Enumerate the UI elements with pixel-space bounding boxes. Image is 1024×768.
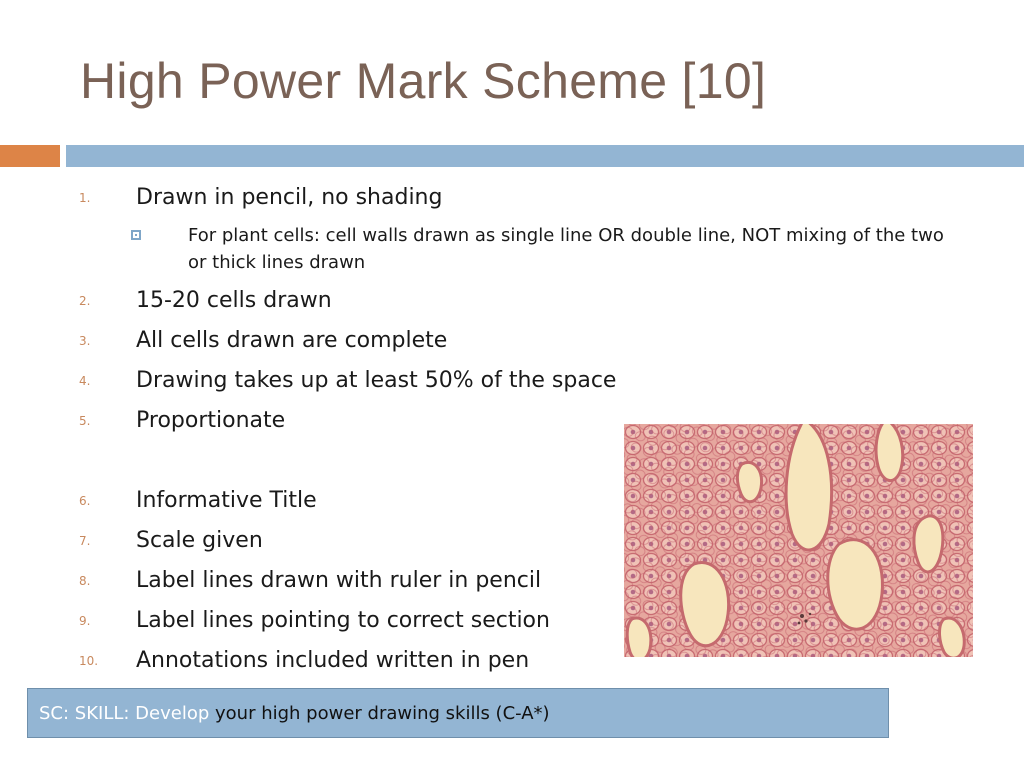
list-item xyxy=(79,608,639,638)
banner-text xyxy=(39,703,550,724)
list-text: Annotations included written in pen xyxy=(136,648,530,673)
list-number: 8. xyxy=(79,574,91,588)
list-number: 10. xyxy=(79,654,99,668)
list-text: Scale given xyxy=(136,528,263,553)
list-item xyxy=(79,368,639,398)
list-item xyxy=(79,488,639,518)
square-bullet-icon xyxy=(131,230,141,240)
list-item xyxy=(79,528,639,558)
list-number: 3. xyxy=(79,334,91,348)
list-number: 9. xyxy=(79,614,91,628)
list-number: 4. xyxy=(79,374,91,388)
list-number: 1. xyxy=(79,191,91,205)
list-item xyxy=(79,185,639,215)
list-number: 5. xyxy=(79,414,91,428)
list-text: Proportionate xyxy=(136,408,286,433)
sub-bullet-text: For plant cells: cell walls drawn as single line OR double line, NOT mixing of the two or thick lines drawn xyxy=(188,225,944,273)
success-criteria-banner xyxy=(27,688,889,738)
list-text: Drawing takes up at least 50% of the space xyxy=(136,368,617,393)
list-item xyxy=(79,328,639,358)
list-item xyxy=(79,288,639,318)
banner-lead: SC: SKILL: Develop xyxy=(39,703,210,724)
list-text: 15-20 cells drawn xyxy=(136,288,332,313)
list-text: Informative Title xyxy=(136,488,317,513)
list-text: Label lines drawn with ruler in pencil xyxy=(136,568,542,593)
list-text: All cells drawn are complete xyxy=(136,328,448,353)
banner-rest: your high power drawing skills (C-A*) xyxy=(215,703,550,724)
list-number: 7. xyxy=(79,534,91,548)
list-text: Label lines pointing to correct section xyxy=(136,608,550,633)
list-item xyxy=(79,568,639,598)
list-item xyxy=(79,648,639,678)
accent-bar-blue xyxy=(66,145,1024,167)
list-item xyxy=(79,408,639,438)
micrograph-image xyxy=(624,424,973,657)
slide-title: High Power Mark Scheme [10] xyxy=(80,53,767,109)
list-number: 2. xyxy=(79,294,91,308)
list-text: Drawn in pencil, no shading xyxy=(136,185,443,210)
accent-bar-orange xyxy=(0,145,60,167)
list-number: 6. xyxy=(79,494,91,508)
